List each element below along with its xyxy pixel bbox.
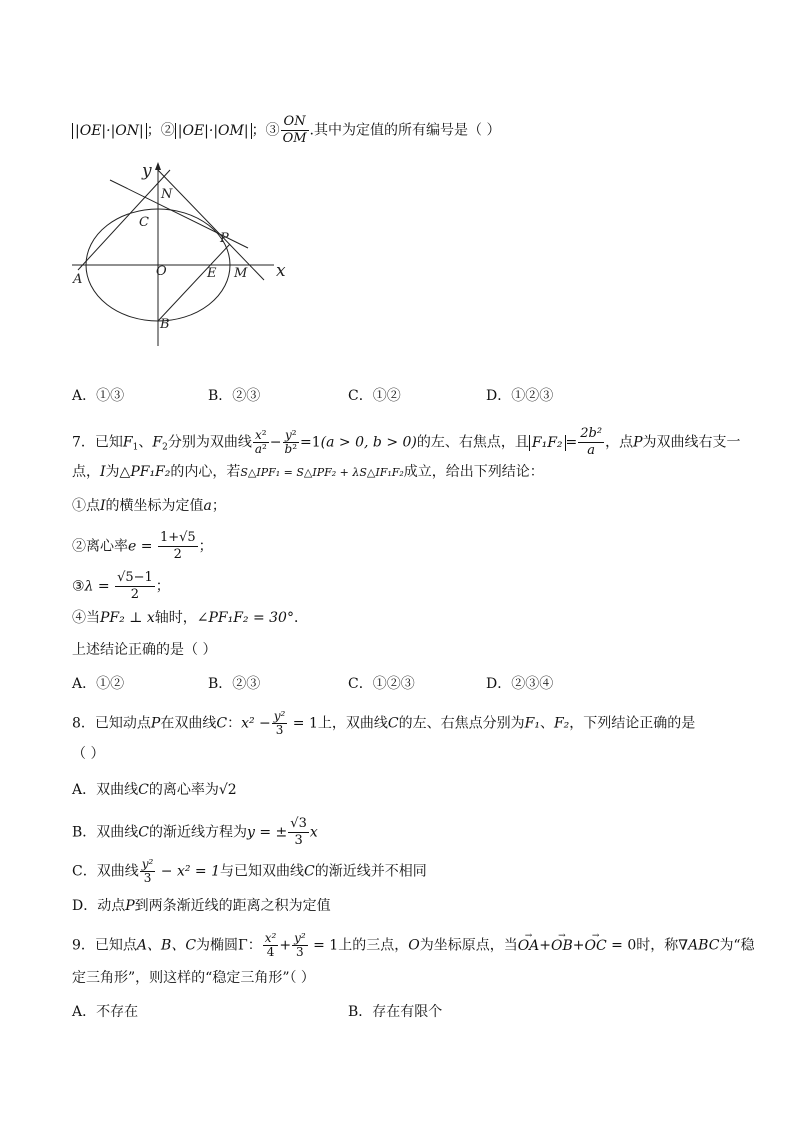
q6-options [72, 386, 772, 406]
q7-option-c[interactable]: C．①②③ [348, 676, 415, 692]
q6-option-d[interactable]: D．①②③ [486, 388, 554, 404]
q9-line-2: 定三角形”，则这样的“稳定三角形”（ ） [72, 970, 315, 986]
frac-lambda: $\frac{√5-1}{2}$ [117, 570, 153, 602]
vector-oa: → OA [518, 936, 540, 956]
q6-question-tail: .其中为定值的所有编号是（ ） [309, 122, 501, 139]
q7-ask: 上述结论正确的是（ ） [72, 642, 217, 658]
label-c: C [139, 215, 149, 230]
q9-line-1: 9．已知点A、B、C为椭圆Γ： $\frac{\text{x²}}{4}$ + $\frac{\text{y²}}{3}$ = 1上的三点，O为坐标原点，当→ OA+→ OB+→ OC = 0时，称∇ABC为“稳 [72, 932, 755, 959]
q8-paren: （ ） [72, 746, 105, 762]
label-o: O [156, 264, 167, 279]
q9-options [72, 1002, 772, 1022]
frac-y2-b2: $\frac{\text{y²}}{\text{b²}}$ [284, 428, 298, 456]
line-ac [78, 170, 170, 270]
sep-2: ；② [146, 122, 175, 139]
q8-option-a[interactable]: A．双曲线C的离心率为√2 [72, 782, 237, 798]
q7-option-d[interactable]: D．②③④ [486, 676, 554, 692]
q7-option-a[interactable]: A．①② [72, 676, 125, 692]
ellipse-figure [66, 158, 306, 350]
q6-option-c[interactable]: C．①② [348, 388, 401, 404]
label-n: N [161, 187, 173, 202]
q8-option-c[interactable]: C．双曲线 $\frac{\text{y²}}{3}$ − x² = 1与已知双曲线C的渐近线并不相同 [72, 857, 427, 885]
frac-on-om: $\frac{ON}{OM}$ [282, 114, 307, 146]
label-x: x [276, 261, 286, 281]
label-b: B [160, 317, 170, 332]
q7-conclusion-2: ②离心率e = $\frac{1+√5}{2}$ ； [72, 530, 213, 562]
q9-option-b[interactable]: B．存在有限个 [348, 1004, 443, 1020]
label-p: P [220, 231, 229, 246]
line-bp [158, 244, 230, 321]
q6-condition-line [72, 114, 500, 147]
label-a: A [73, 272, 83, 287]
q8-option-b[interactable]: B．双曲线C的渐近线方程为y = ± $\frac{√3}{3}$ x [72, 816, 318, 848]
q8-option-d[interactable]: D．动点P到两条渐近线的距离之积为定值 [72, 898, 331, 914]
expr-oe-on: |OE|·|ON| [72, 123, 147, 139]
frac-y2-3-q9: $\frac{\text{y²}}{3}$ [294, 931, 306, 959]
frac-x2-4: $\frac{\text{x²}}{4}$ [264, 931, 277, 959]
frac-2b2-a: $\frac{\text{2b²}}{a}$ [580, 426, 603, 458]
frac-y2-3-c: $\frac{\text{y²}}{3}$ [141, 857, 154, 885]
label-m: M [234, 266, 248, 281]
q8-line-1: 8．已知动点P在双曲线C：x² − $\frac{\text{y²}}{3}$ = 1上，双曲线C的左、右焦点分别为F₁、F₂，下列结论正确的是 [72, 709, 696, 737]
y-axis-arrow [155, 162, 161, 170]
vector-ob: → OB [551, 936, 573, 956]
line-ne [156, 168, 264, 280]
frac-golden: $\frac{1+√5}{2}$ [159, 530, 196, 562]
q7-line-2: 点，I为△PF₁F₂的内心，若S△IPF₁ = S△IPF₂ + λS△IF₁F₂成立，给出下列结论： [72, 464, 544, 480]
frac-sqrt3-3: $\frac{√3}{3}$ [290, 816, 307, 848]
q7-conclusion-4: ④当PF₂ ⊥ x轴时，∠PF₁F₂ = 30°． [72, 610, 308, 626]
q9-option-a[interactable]: A．不存在 [72, 1004, 139, 1020]
q7-options [72, 674, 772, 694]
frac-x2-a2: $\frac{\text{x²}}{\text{a²}}$ [254, 428, 267, 456]
q7-conclusion-1: ①点I的横坐标为定值a； [72, 498, 226, 514]
label-e: E [207, 266, 217, 281]
label-y: y [142, 161, 152, 181]
q7-line-1: 7．已知$F_1$、$F_2$分别为双曲线 $\frac{\text{x²}}{\text{a²}}$ − $\frac{\text{y²}}{\text{b²}}$ =1(a > 0, b > 0)的左、右焦点，且 F₁F₂ = $\frac{\text{2b²}}{a}$ ，点P为双曲线右支一 [72, 426, 741, 458]
vector-oc: → OC [585, 936, 607, 956]
q7-conclusion-3: ③λ = $\frac{√5-1}{2}$ ； [72, 570, 170, 602]
expr-oe-om: |OE|·|OM| [175, 123, 252, 139]
frac-y2-3: $\frac{\text{y²}}{3}$ [273, 709, 286, 737]
q6-option-b[interactable]: B．②③ [208, 388, 261, 404]
q7-option-b[interactable]: B．②③ [208, 676, 261, 692]
sep-3: ；③ [251, 122, 280, 139]
q6-option-a[interactable]: A．①③ [72, 388, 125, 404]
